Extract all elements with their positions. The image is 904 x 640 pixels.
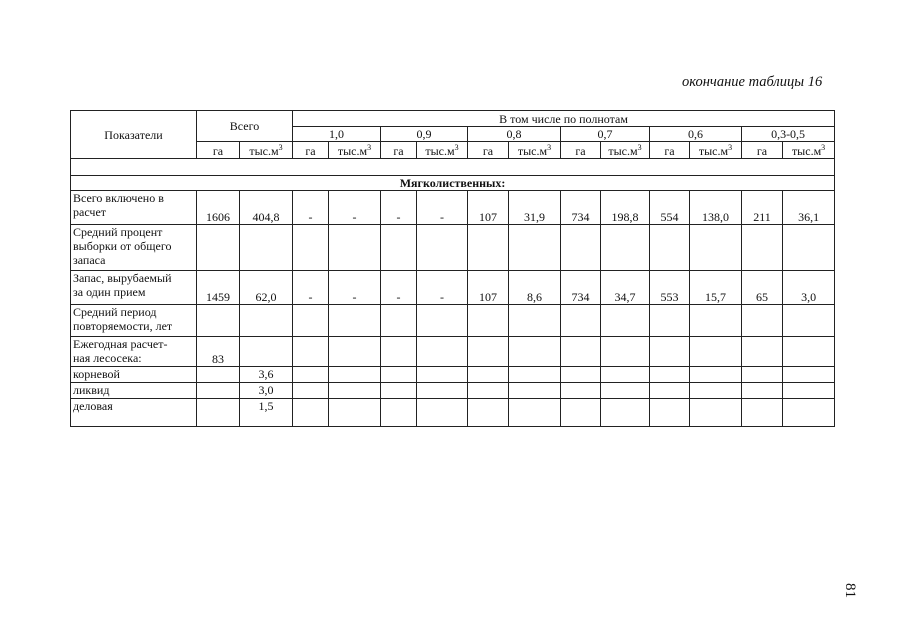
table-cell	[468, 225, 509, 271]
row-label	[71, 305, 197, 337]
table-cell	[381, 383, 417, 399]
row-label	[71, 337, 197, 367]
unit-ha-header: га	[561, 142, 601, 159]
table-cell	[650, 399, 690, 427]
table-cell	[329, 225, 381, 271]
table-cell	[601, 399, 650, 427]
density-header: 0,9	[381, 127, 468, 142]
table-cell	[381, 399, 417, 427]
table-cell	[650, 383, 690, 399]
table-cell	[783, 399, 835, 427]
section-title: Мягколиственных:	[71, 176, 835, 191]
table-cell	[783, 337, 835, 367]
row-label-line: за один прием	[73, 285, 146, 299]
row-label-line: деловая	[73, 399, 113, 413]
table-cell	[240, 225, 293, 271]
table-cell	[468, 337, 509, 367]
table-row	[71, 337, 835, 367]
table-row	[71, 191, 835, 225]
density-header: 0,7	[561, 127, 650, 142]
row-label-line: Запас, вырубаемый	[73, 271, 172, 285]
table-cell	[197, 225, 240, 271]
spacer-cell	[71, 159, 835, 176]
table-row	[71, 399, 835, 427]
row-label	[71, 271, 197, 305]
table-cell	[690, 337, 742, 367]
table-cell	[742, 383, 783, 399]
table-cell: 65	[742, 271, 783, 305]
table-cell: 8,6	[509, 271, 561, 305]
table-cell	[197, 305, 240, 337]
table-cell	[417, 225, 468, 271]
table-cell	[690, 225, 742, 271]
table-cell	[240, 305, 293, 337]
table-cell: -	[329, 191, 381, 225]
unit-volume-exponent: 3	[278, 143, 283, 152]
table-cell: 553	[650, 271, 690, 305]
unit-volume-exponent: 3	[637, 143, 642, 152]
table-cell	[742, 337, 783, 367]
table-cell: 554	[650, 191, 690, 225]
table-cell	[468, 383, 509, 399]
unit-ha-header: га	[468, 142, 509, 159]
table-cell: 15,7	[690, 271, 742, 305]
table-cell: 107	[468, 191, 509, 225]
table-cell	[601, 305, 650, 337]
table-cell	[601, 337, 650, 367]
row-label	[71, 225, 197, 271]
unit-volume-exponent: 3	[547, 143, 552, 152]
table-cell	[509, 225, 561, 271]
density-header: 0,6	[650, 127, 742, 142]
table-cell	[601, 225, 650, 271]
table-row	[71, 367, 835, 383]
table-cell	[197, 367, 240, 383]
row-label-line: ликвид	[73, 383, 110, 397]
table-cell: 31,9	[509, 191, 561, 225]
table-cell	[742, 305, 783, 337]
table-cell	[417, 367, 468, 383]
unit-volume-exponent: 3	[728, 143, 733, 152]
row-label	[71, 399, 197, 427]
unit-volume-header	[417, 142, 468, 159]
row-label	[71, 191, 197, 225]
table-cell	[509, 367, 561, 383]
table-cell: 1606	[197, 191, 240, 225]
unit-volume-label: тыс.м	[608, 144, 638, 158]
table-cell	[561, 383, 601, 399]
table-cell: 404,8	[240, 191, 293, 225]
unit-volume-label: тыс.м	[791, 144, 822, 158]
table-cell: -	[417, 271, 468, 305]
table-cell: 34,7	[601, 271, 650, 305]
unit-volume-label: тыс.м	[337, 144, 368, 158]
table-cell	[742, 399, 783, 427]
row-label-line: ная лесосека:	[73, 351, 142, 365]
unit-volume-label: тыс.м	[425, 144, 455, 158]
table-cell	[561, 337, 601, 367]
table-cell	[742, 367, 783, 383]
table-cell	[509, 383, 561, 399]
unit-volume-label: тыс.м	[698, 144, 729, 158]
table-cell	[293, 399, 329, 427]
table-cell	[783, 225, 835, 271]
table-cell: 62,0	[240, 271, 293, 305]
table-cell: -	[381, 191, 417, 225]
table-cell: 734	[561, 271, 601, 305]
unit-volume-header	[690, 142, 742, 159]
row-label-line: расчет	[73, 205, 107, 219]
table-cell	[650, 305, 690, 337]
row-label-line: корневой	[73, 367, 120, 381]
table-cell: -	[293, 191, 329, 225]
table-cell	[690, 367, 742, 383]
table-cell	[690, 305, 742, 337]
table-cell	[783, 367, 835, 383]
table-cell	[417, 383, 468, 399]
unit-volume-header	[509, 142, 561, 159]
table-cell	[417, 399, 468, 427]
unit-volume-exponent: 3	[454, 143, 459, 152]
table-cell	[690, 383, 742, 399]
table-cell	[329, 399, 381, 427]
table-cell	[601, 367, 650, 383]
header-by-density: В том числе по полнотам	[293, 111, 835, 127]
table-cell: 1,5	[240, 399, 293, 427]
table-row	[71, 271, 835, 305]
unit-volume-label: тыс.м	[517, 144, 548, 158]
header-indicators: Показатели	[71, 111, 197, 159]
table-cell	[783, 305, 835, 337]
table-cell	[561, 399, 601, 427]
table-cell: 734	[561, 191, 601, 225]
header-total: Всего	[197, 111, 293, 142]
table-cell	[417, 337, 468, 367]
table-cell	[509, 337, 561, 367]
table-cell: 138,0	[690, 191, 742, 225]
table-cell	[468, 367, 509, 383]
table-cell: -	[329, 271, 381, 305]
row-label-line: повторяемости, лет	[73, 319, 173, 333]
table-cell	[561, 225, 601, 271]
table-row	[71, 225, 835, 271]
table-cell	[329, 383, 381, 399]
table-row	[71, 383, 835, 399]
density-header: 1,0	[293, 127, 381, 142]
unit-volume-exponent: 3	[367, 143, 372, 152]
table-cell: 3,0	[783, 271, 835, 305]
table-cell	[742, 225, 783, 271]
unit-volume-exponent: 3	[821, 143, 826, 152]
unit-ha-header: га	[650, 142, 690, 159]
table-cell	[468, 399, 509, 427]
table-cell	[293, 225, 329, 271]
table-cell	[650, 225, 690, 271]
table-cell	[381, 367, 417, 383]
table-cell	[293, 367, 329, 383]
table-cell	[329, 367, 381, 383]
density-header: 0,8	[468, 127, 561, 142]
table-cell: 211	[742, 191, 783, 225]
table-cell	[197, 399, 240, 427]
table-cell	[601, 383, 650, 399]
unit-volume-header	[240, 142, 293, 159]
table-cell: 36,1	[783, 191, 835, 225]
table-cell	[293, 337, 329, 367]
row-label	[71, 367, 197, 383]
table-cell: -	[417, 191, 468, 225]
unit-volume-header	[329, 142, 381, 159]
unit-volume-header	[601, 142, 650, 159]
table-cell	[509, 399, 561, 427]
table-cell: 83	[197, 337, 240, 367]
table-cell	[197, 383, 240, 399]
unit-volume-label: тыс.м	[249, 144, 279, 158]
page-number: 81	[842, 583, 858, 598]
density-header: 0,3-0,5	[742, 127, 835, 142]
row-label-line: запаса	[73, 253, 106, 267]
table-cell	[690, 399, 742, 427]
row-label-line: выборки от общего	[73, 239, 172, 253]
table-cell	[293, 305, 329, 337]
table-row	[71, 305, 835, 337]
table-cell	[650, 367, 690, 383]
table-cell	[293, 383, 329, 399]
unit-ha-header: га	[293, 142, 329, 159]
row-label	[71, 383, 197, 399]
row-label-line: Ежегодная расчет-	[73, 337, 168, 351]
table-cell	[650, 337, 690, 367]
table-cell: -	[293, 271, 329, 305]
table-cell: 107	[468, 271, 509, 305]
table-cell	[417, 305, 468, 337]
table-cell	[381, 337, 417, 367]
table-cell: 198,8	[601, 191, 650, 225]
section-row	[71, 176, 835, 191]
table-cell	[329, 337, 381, 367]
table-cell	[783, 383, 835, 399]
unit-volume-header	[783, 142, 835, 159]
spacer-row	[71, 159, 835, 176]
table-cell	[381, 225, 417, 271]
table-cell	[561, 305, 601, 337]
table-cell	[509, 305, 561, 337]
table-cell	[561, 367, 601, 383]
unit-ha-header: га	[742, 142, 783, 159]
row-label-line: Средний период	[73, 305, 157, 319]
table-cell	[468, 305, 509, 337]
table-cell: 3,0	[240, 383, 293, 399]
table-cell	[381, 305, 417, 337]
row-label-line: Всего включено в	[73, 191, 164, 205]
table-cell	[240, 337, 293, 367]
unit-ha-header: га	[197, 142, 240, 159]
unit-ha-header: га	[381, 142, 417, 159]
table-caption: окончание таблицы 16	[682, 74, 823, 90]
table-cell: -	[381, 271, 417, 305]
table-cell: 3,6	[240, 367, 293, 383]
row-label-line: Средний процент	[73, 225, 163, 239]
forest-data-table	[70, 110, 835, 427]
table-cell: 1459	[197, 271, 240, 305]
table-cell	[329, 305, 381, 337]
